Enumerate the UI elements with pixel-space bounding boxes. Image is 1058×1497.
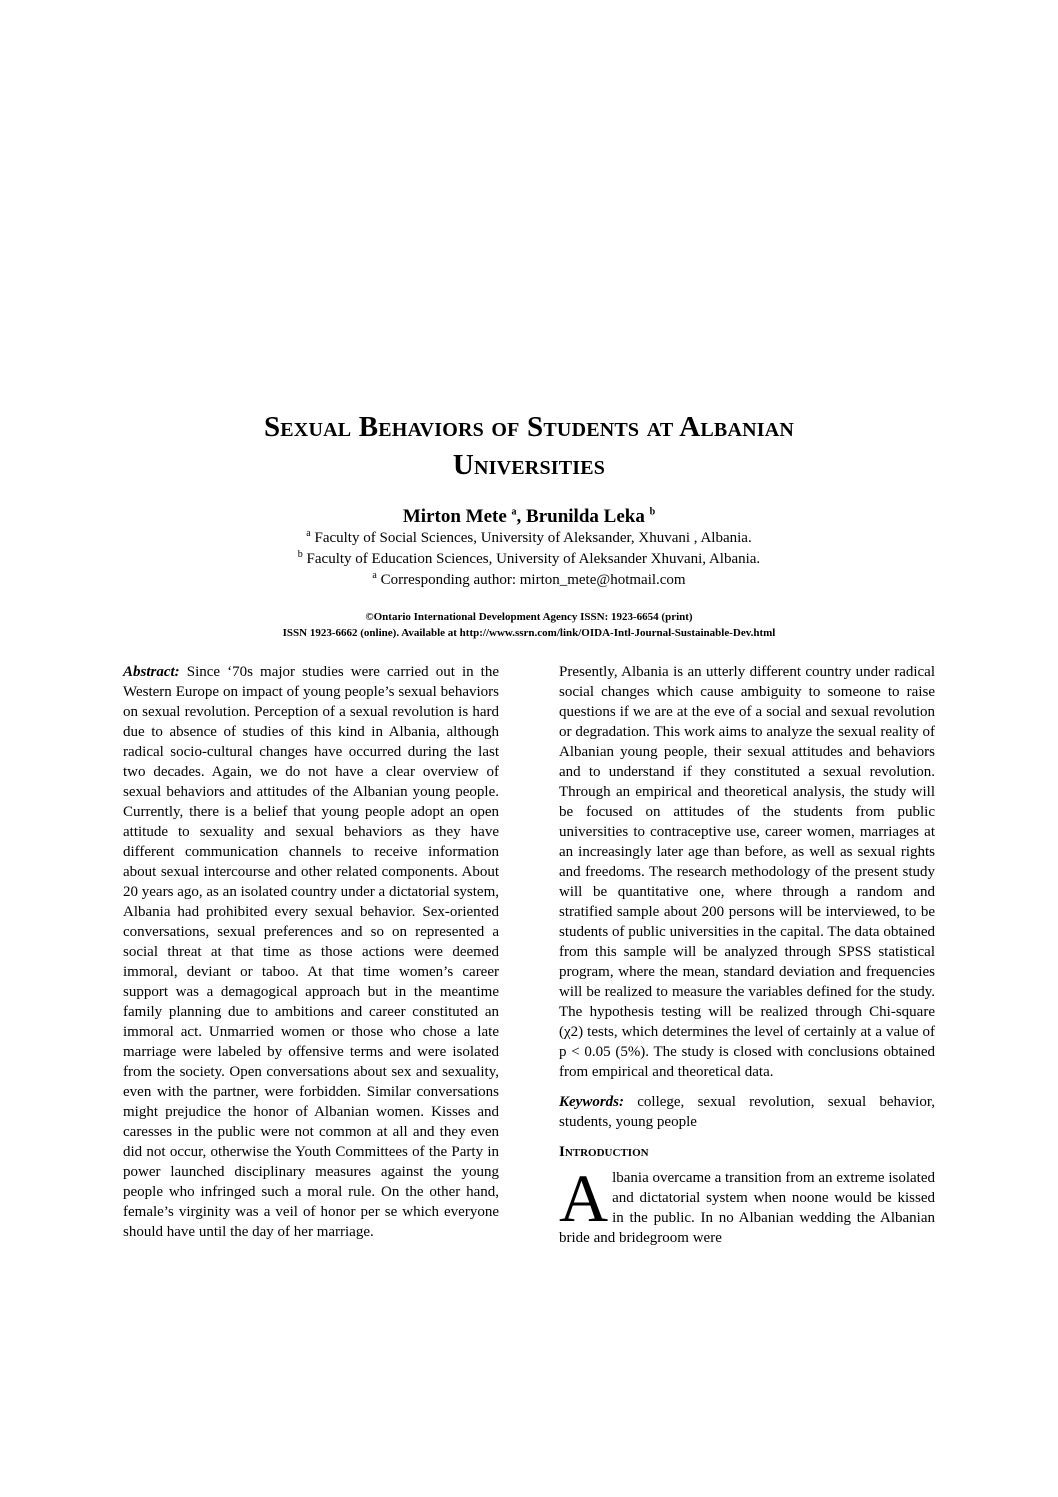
introduction-heading: Introduction	[559, 1144, 649, 1160]
issn-notice: ISSN 1923-6662 (online). Available at http://www.ssrn.com/link/OIDA-Intl-Journal-Sustainable-Dev.html	[282, 627, 776, 639]
left-column	[123, 662, 499, 1242]
title-line-2: Universities	[452, 449, 606, 481]
paper-title	[150, 408, 908, 484]
author-line	[150, 506, 908, 528]
author-1-affiliation-mark: a	[511, 506, 517, 518]
introduction-text: lbania overcame a transition from an extreme isolated and dictatorial system when noone would be kissed in the public. In no Albanian wedding the Albanian bride and bridegroom were	[559, 1170, 935, 1246]
drop-cap: A	[559, 1160, 609, 1236]
keywords-label: Keywords:	[559, 1094, 624, 1110]
introduction-paragraph	[559, 1160, 935, 1248]
author-separator: ,	[516, 506, 527, 527]
author-2-affiliation-mark: b	[649, 506, 656, 518]
affiliation-1-mark: a	[306, 528, 311, 539]
keywords-paragraph	[559, 1092, 935, 1132]
affiliation-1	[150, 530, 908, 547]
author-1: Mirton Mete	[402, 506, 507, 527]
affiliation-2-text: Faculty of Education Sciences, University of Aleksander Xhuvani, Albania.	[306, 551, 761, 567]
title-line-1: Sexual Behaviors of Students at Albanian	[263, 411, 795, 443]
right-column	[559, 662, 935, 1248]
abstract-paragraph	[123, 662, 499, 1242]
corresponding-author-text: Corresponding author: mirton_mete@hotmail.com	[380, 572, 686, 588]
corresponding-author-mark: a	[372, 570, 377, 581]
abstract-text: Since ‘70s major studies were carried out in the Western Europe on impact of young people’s sexual behaviors on sexual revolution. Perception of a sexual revolution is hard due to absence of studies of this kind in Albania, although radical socio-cultural changes have occurred during the last two decades. Again, we do not have a clear overview of sexual behaviors and attitudes of the Albanian young people. Currently, there is a belief that young people adopt an open attitude to sexuality and sexual behaviors as they have different communication channels to receive information about sexual intercourse and other related components. About 20 years ago, as an isolated country under a dictatorial system, Albania had prohibited every sexual behavior. Sex-oriented conversations, sexual preferences and so on represented a social threat at that time as those actions were deemed immoral, deviant or taboo. At that time women’s career support was a demagogical approach but in the meantime family planning due to ambitions and career constituted an immoral act. Unmarried women or those who chose a late marriage were labeled by offensive terms and were isolated from the society. Open conversations about sex and sexuality, even with the partner, were forbidden. Similar conversations might prejudice the honor of Albanian women. Kisses and caresses in the public were not common at all and they even did not occur, otherwise the Youth Committees of the Party in power launched disciplinary measures against the young people who infringed such a moral rule. On the other hand, female’s virginity was a veil of honor per se which everyone should have until the day of her marriage.	[123, 664, 499, 1240]
affiliation-2-mark: b	[297, 549, 303, 560]
keywords-text: college, sexual revolution, sexual behavior, students, young people	[559, 1094, 935, 1130]
abstract-label: Abstract:	[123, 664, 180, 680]
corresponding-author	[150, 572, 908, 589]
copyright-notice: ©Ontario International Development Agency ISSN: 1923-6654 (print)	[365, 611, 693, 623]
affiliation-1-text: Faculty of Social Sciences, University of Aleksander, Xhuvani , Albania.	[314, 530, 752, 546]
author-2: Brunilda Leka	[526, 506, 645, 527]
affiliation-2	[150, 551, 908, 568]
abstract-continued: Presently, Albania is an utterly different country under radical social changes which cause ambiguity to someone to raise questions if we are at the eve of a social and sexual revolution or degradation. This work aims to analyze the sexual reality of Albanian young people, their sexual attitudes and behaviors and to understand if they constituted a sexual revolution. Through an empirical and theoretical analysis, the study will be focused on attitudes of the students from public universities to contraceptive use, career women, marriages at an increasingly later age than before, as well as sexual rights and freedoms. The research methodology of the present study will be quantitative one, where through a random and stratified sample about 200 persons will be interviewed, to be students of public universities in the capital. The data obtained from this sample will be analyzed through SPSS statistical program, where the mean, standard deviation and frequencies will be realized to measure the variables defined for the study. The hypothesis testing will be realized through Chi-square (χ2) tests, which determines the level of certainly at a value of p < 0.05 (5%). The study is closed with conclusions obtained from empirical and theoretical data.	[559, 664, 935, 1080]
